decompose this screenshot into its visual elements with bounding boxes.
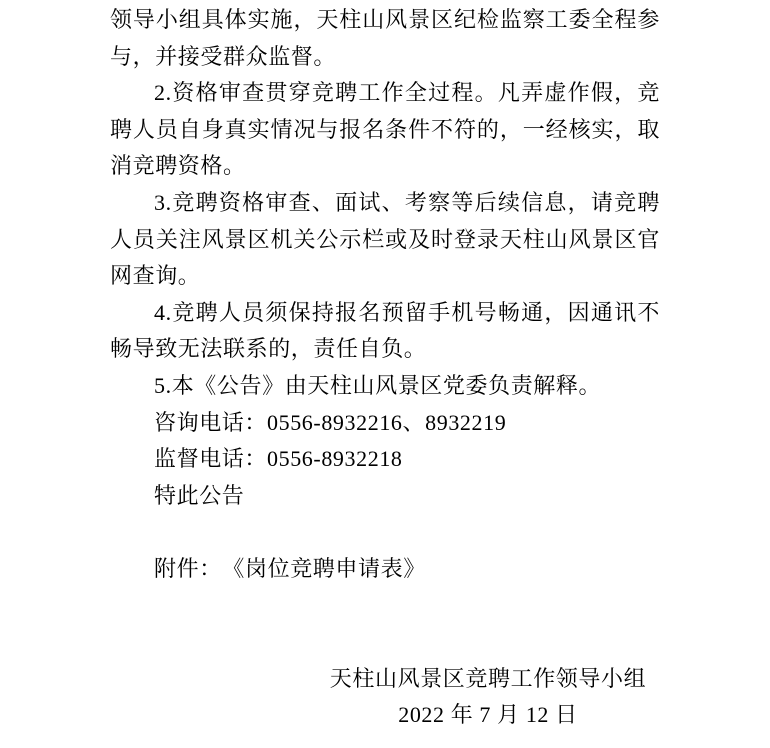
closing-line: 特此公告: [154, 482, 245, 508]
paragraph: 3.竞聘资格审查、面试、考察等后续信息，请竞聘人员关注风景区机关公示栏或及时登录天柱山风景区官网查询。: [110, 189, 660, 289]
paragraph: 5.本《公告》由天柱山风景区党委负责解释。: [154, 372, 602, 398]
paragraph: 4.竞聘人员须保持报名预留手机号畅通，因通讯不畅导致无法联系的，责任自负。: [110, 299, 660, 362]
paragraph: 2.资格审查贯穿竞聘工作全过程。凡弄虚作假，竞聘人员自身真实情况与报名条件不符的，一经核实，取消竞聘资格。: [110, 80, 660, 179]
paragraph: 领导小组具体实施，天柱山风景区纪检监察工委全程参与，并接受群众监督。: [110, 7, 660, 69]
signature-line: 天柱山风景区竞聘工作领导小组: [329, 665, 647, 691]
contact-phone-line: 咨询电话：0556-8932216、8932219: [154, 409, 507, 435]
attachment-line: 附件： 《岗位竞聘申请表》: [154, 555, 426, 581]
date-line: 2022 年 7 月 12 日: [398, 702, 578, 728]
supervision-phone-line: 监督电话：0556-8932218: [154, 446, 403, 472]
document-body: [110, 2, 660, 734]
signature-block: [328, 661, 648, 734]
